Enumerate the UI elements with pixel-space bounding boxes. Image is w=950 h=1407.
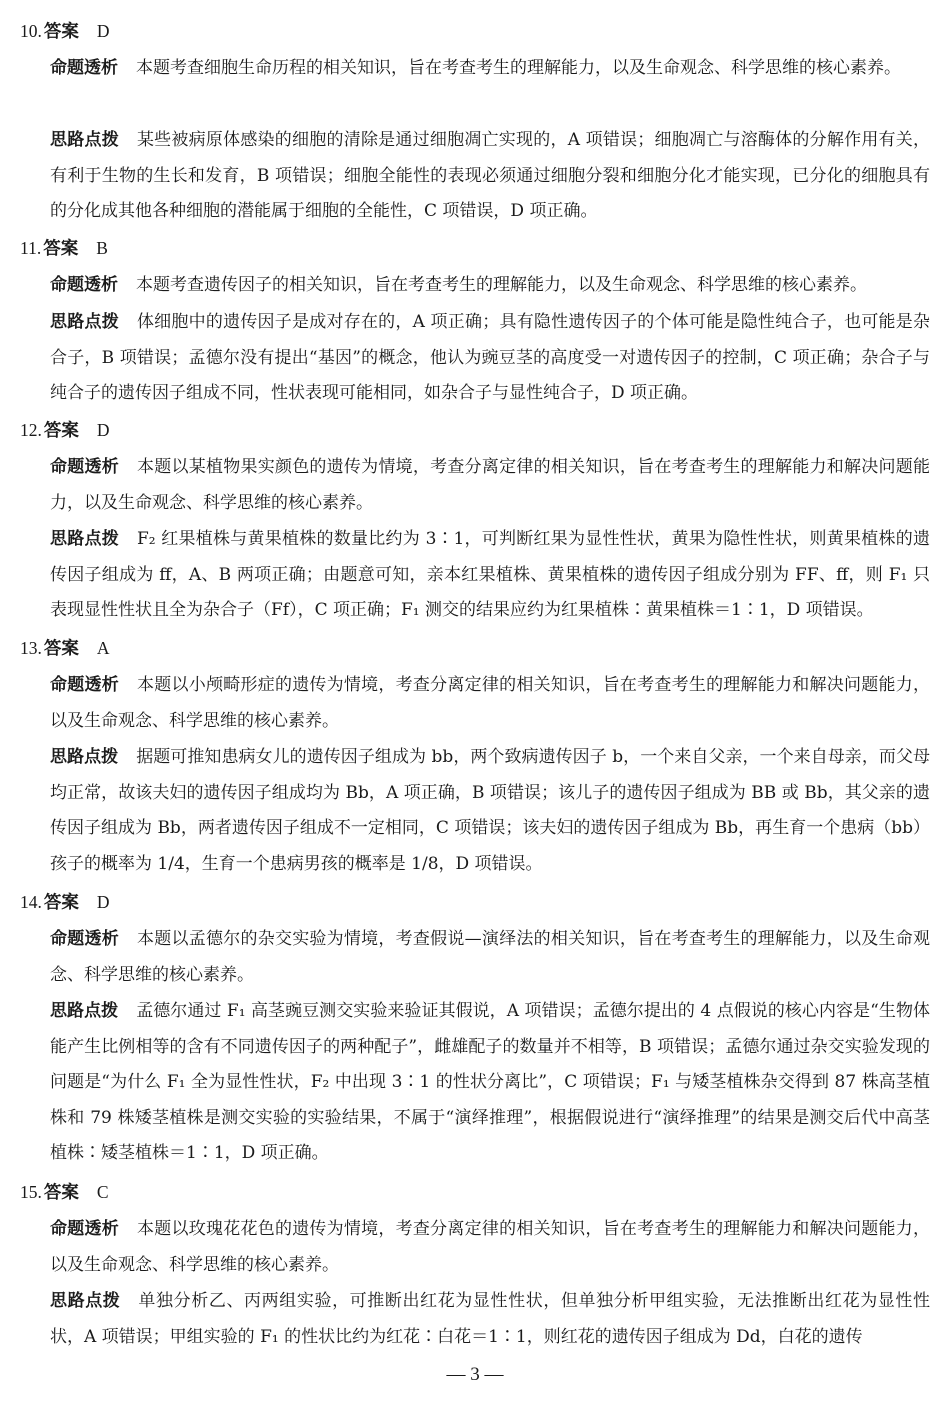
answer-value: D	[96, 420, 110, 440]
analysis-text: 据题可推知患病女儿的遗传因子组成为 bb，两个致病遗传因子 b，一个来自父亲，一个来自母亲，而父母均正常，故该夫妇的遗传因子组成均为 Bb，A 项正确，B 项错误；该儿子的遗传因子组成为 BB 或 Bb，其父亲的遗传因子组成为 Bb，两者遗传因子组成不一定相同，C 项错误；该夫妇的遗传因子组成为 Bb，再生育一个患病（bb）孩子的概率为 1/4，生育一个患病男孩的概率是 1/8，D 项错误。	[50, 747, 931, 874]
intent-text: 本题考查遗传因子的相关知识，旨在考查考生的理解能力，以及生命观念、科学思维的核心素养。	[136, 275, 867, 295]
intent-label: 命题透析	[50, 1219, 119, 1239]
analysis-text: 某些被病原体感染的细胞的清除是通过细胞凋亡实现的，A 项错误；细胞凋亡与溶酶体的分解作用有关，有利于生物的生长和发育，B 项错误；细胞全能性的表现必须通过细胞分裂和细胞分化才能实现，已分化的细胞具有的分化成其他各种细胞的潜能属于细胞的全能性，C 项错误，D 项正确。	[50, 130, 931, 222]
question-14-analysis	[50, 994, 930, 1172]
intent-text: 本题以玫瑰花花色的遗传为情境，考查分离定律的相关知识，旨在考查考生的理解能力和解决问题能力，以及生命观念、科学思维的核心素养。	[50, 1219, 931, 1275]
question-15-analysis	[50, 1284, 930, 1355]
intent-text: 本题以小颅畸形症的遗传为情境，考查分离定律的相关知识，旨在考查考生的理解能力和解决问题能力，以及生命观念、科学思维的核心素养。	[50, 675, 931, 731]
question-11-header	[20, 236, 108, 261]
answer-value: B	[96, 238, 108, 258]
question-15-header	[20, 1180, 109, 1205]
question-number: 14.	[20, 892, 42, 912]
analysis-text: F₂ 红果植株与黄果植株的数量比约为 3∶1，可判断红果为显性性状，黄果为隐性性状，则黄果植株的遗传因子组成为 ff，A、B 两项正确；由题意可知，亲本红果植株、黄果植株的遗传因子组成分别为 FF、ff，则 F₁ 只表现显性性状且全为杂合子（Ff），C 项正确；F₁ 测交的结果应约为红果植株∶黄果植株＝1∶1，D 项错误。	[50, 529, 930, 621]
answer-value: A	[96, 638, 110, 658]
question-12-header	[20, 418, 110, 443]
analysis-text: 体细胞中的遗传因子是成对存在的，A 项正确；具有隐性遗传因子的个体可能是隐性纯合子，也可能是杂合子，B 项错误；孟德尔没有提出“基因”的概念，他认为豌豆茎的高度受一对遗传因子的控制，C 项正确；杂合子与纯合子的遗传因子组成不同，性状表现可能相同，如杂合子与显性纯合子，D 项正确。	[50, 312, 931, 404]
answer-label: 答案	[43, 639, 79, 659]
question-12-analysis	[50, 522, 930, 629]
analysis-label: 思路点拨	[50, 312, 119, 332]
question-12-intent	[50, 450, 930, 521]
analysis-label: 思路点拨	[50, 1291, 121, 1311]
analysis-label: 思路点拨	[50, 130, 119, 150]
analysis-text: 孟德尔通过 F₁ 高茎豌豆测交实验来验证其假说，A 项错误；孟德尔提出的 4 点假说的核心内容是“生物体能产生比例相等的含有不同遗传因子的两种配子”，雌雄配子的数量并不相等，B 项错误；孟德尔通过杂交实验发现的问题是“为什么 F₁ 全为显性性状，F₂ 中出现 3∶1 的性状分离比”，C 项错误；F₁ 与矮茎植株杂交得到 87 株高茎植株和 79 株矮茎植株是测交实验的实验结果，不属于“演绎推理”，根据假说进行“演绎推理”的结果是测交后代中高茎植株∶矮茎植株＝1∶1，D 项正确。	[50, 1001, 930, 1164]
question-10-analysis	[50, 123, 930, 230]
answer-value: D	[96, 892, 110, 912]
intent-label: 命题透析	[50, 457, 119, 477]
question-number: 15.	[20, 1182, 42, 1202]
intent-text: 本题以孟德尔的杂交实验为情境，考查假说—演绎法的相关知识，旨在考查考生的理解能力，以及生命观念、科学思维的核心素养。	[50, 929, 931, 985]
intent-label: 命题透析	[50, 275, 118, 295]
intent-text: 本题以某植物果实颜色的遗传为情境，考查分离定律的相关知识，旨在考查考生的理解能力和解决问题能力，以及生命观念、科学思维的核心素养。	[50, 457, 931, 513]
analysis-label: 思路点拨	[50, 529, 119, 549]
question-13-intent	[50, 668, 930, 739]
answer-value: C	[96, 1182, 109, 1202]
intent-label: 命题透析	[50, 929, 119, 949]
question-number: 11.	[20, 238, 42, 258]
answer-label: 答案	[43, 22, 79, 42]
question-11-intent	[50, 268, 930, 304]
analysis-label: 思路点拨	[50, 1001, 119, 1021]
intent-label: 命题透析	[50, 675, 119, 695]
answer-label: 答案	[43, 421, 79, 441]
answer-label: 答案	[43, 893, 79, 913]
question-13-header	[20, 636, 110, 661]
analysis-text: 单独分析乙、丙两组实验，可推断出红花为显性性状，但单独分析甲组实验，无法推断出红花为显性性状，A 项错误；甲组实验的 F₁ 的性状比约为红花∶白花＝1∶1，则红花的遗传因子组成为 Dd，白花的遗传	[50, 1291, 931, 1347]
answer-value: D	[96, 21, 110, 41]
question-number: 13.	[20, 638, 42, 658]
question-number: 12.	[20, 420, 42, 440]
question-13-analysis	[50, 740, 930, 882]
intent-text: 本题考查细胞生命历程的相关知识，旨在考查考生的理解能力，以及生命观念、科学思维的核心素养。	[136, 58, 901, 78]
question-14-header	[20, 890, 110, 915]
question-11-analysis	[50, 305, 930, 412]
question-10-header	[20, 19, 110, 44]
answer-label: 答案	[43, 239, 79, 259]
intent-label: 命题透析	[50, 58, 118, 78]
question-14-intent	[50, 922, 930, 993]
question-number: 10.	[20, 21, 42, 41]
question-15-intent	[50, 1212, 930, 1283]
analysis-label: 思路点拨	[50, 747, 119, 767]
page-number: — 3 —	[446, 1364, 504, 1385]
question-10-intent	[50, 51, 930, 87]
answer-label: 答案	[43, 1183, 79, 1203]
